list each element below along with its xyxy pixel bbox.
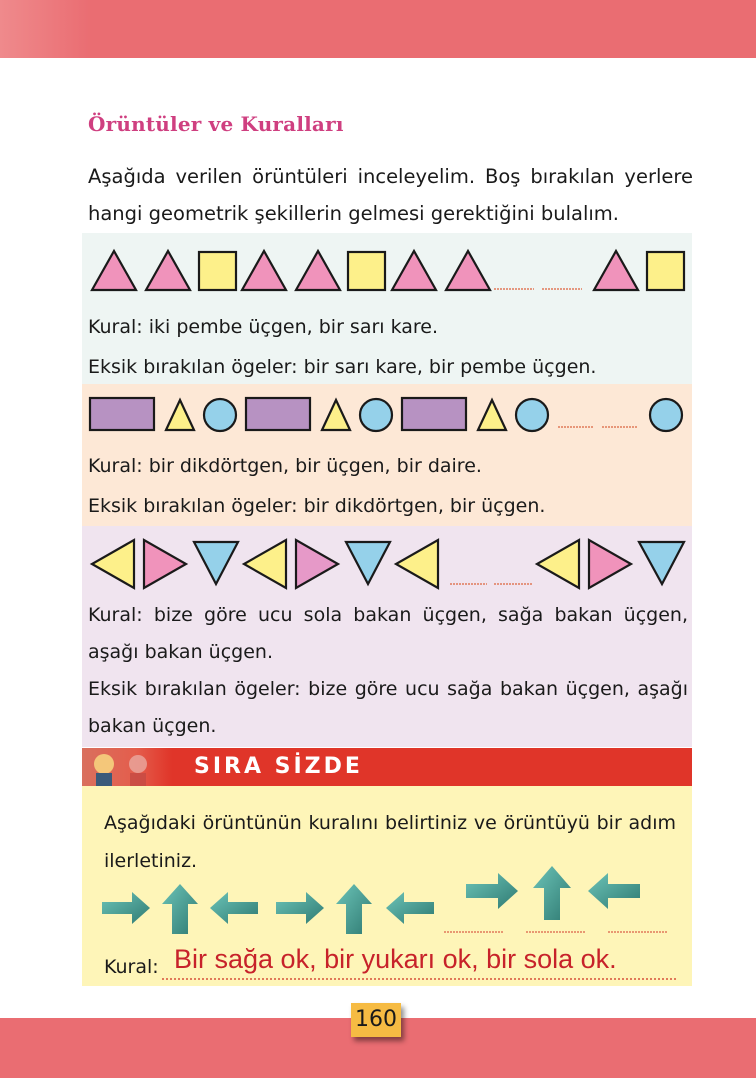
pink-triangle-icon	[594, 251, 638, 290]
pattern-1-missing: Eksik bırakılan ögeler: bir sarı kare, bir pembe üçgen.	[88, 356, 597, 378]
purple-rectangle-icon	[402, 398, 466, 430]
kids-illustration	[82, 748, 172, 788]
yellow-square-icon	[348, 252, 385, 290]
yellow-triangle-icon	[322, 400, 350, 430]
left-arrow-icon	[588, 873, 640, 909]
left-triangle-icon	[244, 540, 286, 588]
yellow-square-icon	[199, 252, 236, 290]
blue-circle-icon	[650, 399, 682, 431]
down-triangle-icon	[194, 542, 238, 584]
blue-circle-icon	[516, 399, 548, 431]
section-title: Örüntüler ve Kuralları	[88, 112, 344, 136]
down-triangle-icon	[346, 542, 390, 584]
left-triangle-icon	[396, 540, 438, 588]
left-triangle-icon	[92, 540, 134, 588]
pattern-panel-2	[82, 384, 692, 526]
pattern-3-shapes	[82, 526, 692, 596]
right-arrow-icon	[102, 892, 150, 924]
exercise-panel	[82, 786, 692, 986]
pattern-panel-1	[82, 233, 692, 384]
header-band	[0, 0, 756, 58]
kural-answer: Bir sağa ok, bir yukarı ok, bir sola ok.	[174, 944, 617, 974]
pattern-panel-3	[82, 526, 692, 747]
kids-icon	[82, 748, 172, 788]
banner-title: SIRA SİZDE	[194, 754, 363, 779]
intro-paragraph: Aşağıda verilen örüntüleri inceleyelim. Boş bırakılan yerlere hangi geometrik şekillerin gelmesi gerektiğini bulalım.	[88, 165, 693, 225]
pattern-2-missing: Eksik bırakılan ögeler: bir dikdörtgen, bir üçgen.	[88, 495, 546, 517]
purple-rectangle-icon	[246, 398, 310, 430]
yellow-triangle-icon	[166, 400, 194, 430]
pattern-3-missing: Eksik bırakılan ögeler: bize göre ucu sağa bakan üçgen, aşağı bakan üçgen.	[88, 678, 688, 737]
kural-row	[104, 944, 684, 980]
yellow-triangle-icon	[478, 400, 506, 430]
up-arrow-icon	[533, 866, 571, 920]
left-triangle-icon	[537, 540, 579, 588]
yellow-square-icon	[647, 252, 684, 290]
right-arrow-icon	[466, 873, 518, 909]
pattern-1-shapes	[82, 233, 692, 303]
pattern-2-shapes	[82, 384, 692, 440]
left-arrow-icon	[386, 892, 434, 924]
kural-label: Kural:	[104, 956, 159, 978]
pattern-3-rule: Kural: bize göre ucu sola bakan üçgen, sağa bakan üçgen, aşağı bakan üçgen.	[88, 604, 688, 663]
blue-circle-icon	[204, 399, 236, 431]
up-arrow-icon	[162, 884, 198, 934]
kural-answer-line[interactable]	[162, 978, 676, 980]
pattern-2-rule: Kural: bir dikdörtgen, bir üçgen, bir daire.	[88, 455, 482, 477]
pattern-1-rule: Kural: iki pembe üçgen, bir sarı kare.	[88, 316, 439, 338]
pink-triangle-icon	[146, 251, 190, 290]
pink-triangle-icon	[296, 251, 340, 290]
right-triangle-icon	[144, 540, 186, 588]
down-triangle-icon	[639, 542, 684, 584]
right-triangle-icon	[589, 540, 631, 588]
blue-circle-icon	[360, 399, 392, 431]
right-triangle-icon	[296, 540, 338, 588]
pink-triangle-icon	[92, 251, 136, 290]
right-arrow-icon	[276, 892, 324, 924]
pink-triangle-icon	[242, 251, 286, 290]
sira-sizde-banner	[82, 748, 692, 788]
pink-triangle-icon	[392, 251, 436, 290]
pink-triangle-icon	[446, 251, 490, 290]
exercise-instruction: Aşağıdaki örüntünün kuralını belirtiniz ve örüntüyü bir adım ilerletiniz.	[104, 812, 676, 872]
up-arrow-icon	[336, 884, 372, 934]
arrow-pattern	[82, 856, 692, 946]
page-number: 160	[351, 1003, 401, 1037]
purple-rectangle-icon	[90, 398, 154, 430]
left-arrow-icon	[210, 892, 258, 924]
